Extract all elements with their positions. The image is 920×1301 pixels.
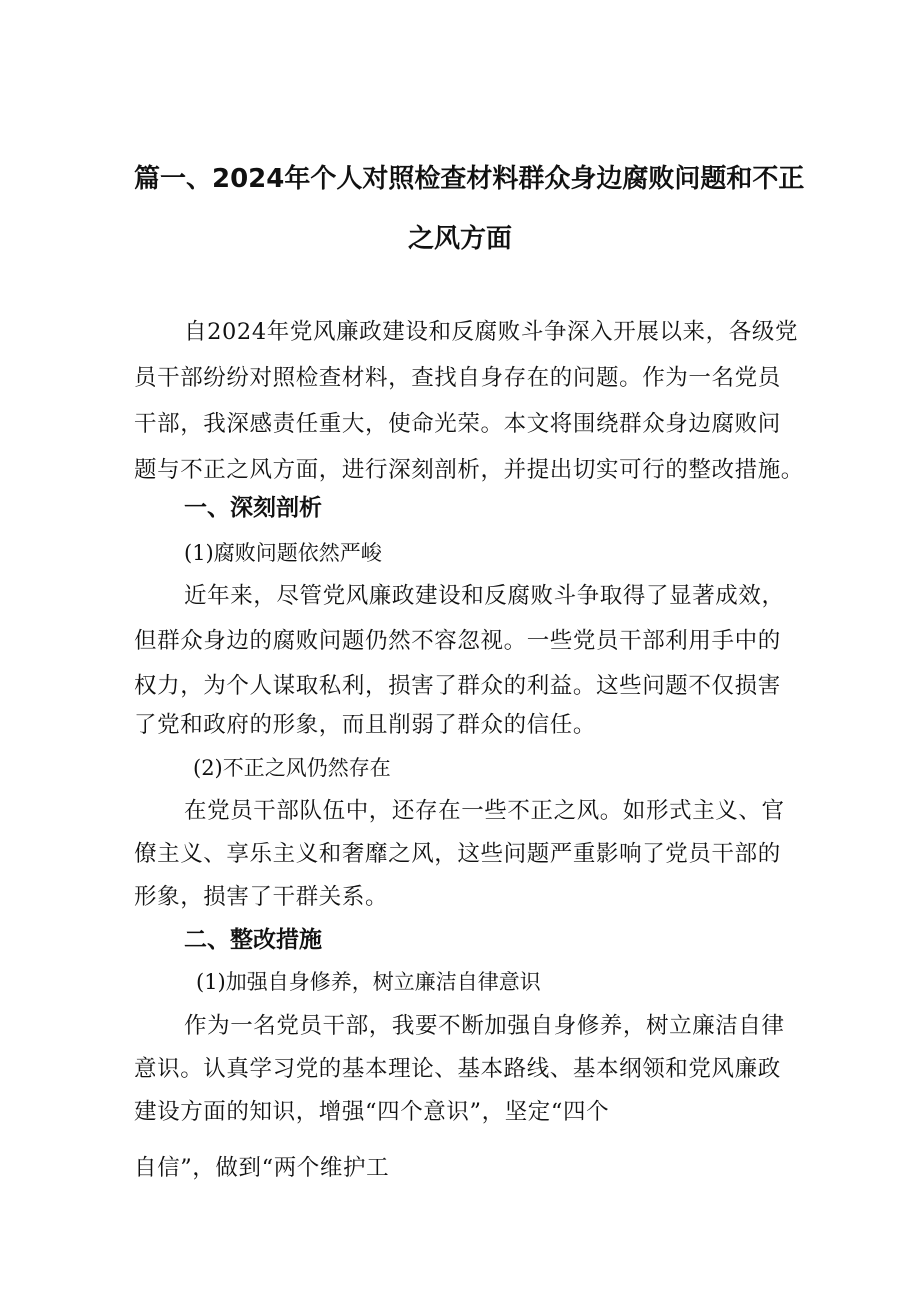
- paragraph-line: 意识。认真学习党的基本理论、基本路线、基本纲领和党风廉政: [134, 1056, 781, 1082]
- paragraph-line: 在党员干部队伍中，还存在一些不正之风。如形式主义、官: [184, 798, 785, 824]
- paragraph-line: 权力，为个人谋取私利，损害了群众的利益。这些问题不仅损害: [134, 673, 781, 699]
- paragraph-line: 作为一名党员干部，我要不断加强自身修养，树立廉洁自律: [184, 1013, 785, 1039]
- paragraph-line: 近年来，尽管党风廉政建设和反腐败斗争取得了显著成效，: [184, 583, 785, 609]
- intro-line-1: 自2024年党风廉政建设和反腐败斗争深入开展以来，各级党: [184, 319, 799, 345]
- paragraph-line: 建设方面的知识，增强“四个意识”，坚定“四个: [134, 1099, 610, 1125]
- intro-line-2: 员干部纷纷对照检查材料，查找自身存在的问题。作为一名党员: [134, 365, 781, 391]
- document-title-line-2: 之风方面: [408, 224, 513, 254]
- section-heading-analysis: 一、深刻剖析: [184, 495, 322, 521]
- paragraph-line: 僚主义、享乐主义和奢靡之风，这些问题严重影响了党员干部的: [134, 841, 781, 867]
- paragraph-line: 形象，损害了干群关系。: [134, 884, 389, 910]
- subheading-unhealthy-practices: (2)不正之风仍然存在: [193, 756, 391, 780]
- subheading-corruption: (1)腐败问题依然严峻: [184, 541, 382, 565]
- section-heading-measures: 二、整改措施: [184, 927, 322, 953]
- intro-line-4: 题与不正之风方面，进行深刻剖析，并提出切实可行的整改措施。: [134, 457, 804, 483]
- intro-line-3: 干部，我深感责任重大，使命光荣。本文将围绕群众身边腐败问: [134, 411, 781, 437]
- paragraph-line: 了党和政府的形象，而且削弱了群众的信任。: [134, 712, 597, 738]
- document-title-line-1: 篇一、2024年个人对照检查材料群众身边腐败问题和不正: [134, 164, 805, 194]
- paragraph-line: 自信”，做到“两个维护工: [134, 1155, 390, 1181]
- paragraph-line: 但群众身边的腐败问题仍然不容忽视。一些党员干部利用手中的: [134, 628, 781, 654]
- subheading-self-cultivation: (1)加强自身修养，树立廉洁自律意识: [196, 970, 541, 994]
